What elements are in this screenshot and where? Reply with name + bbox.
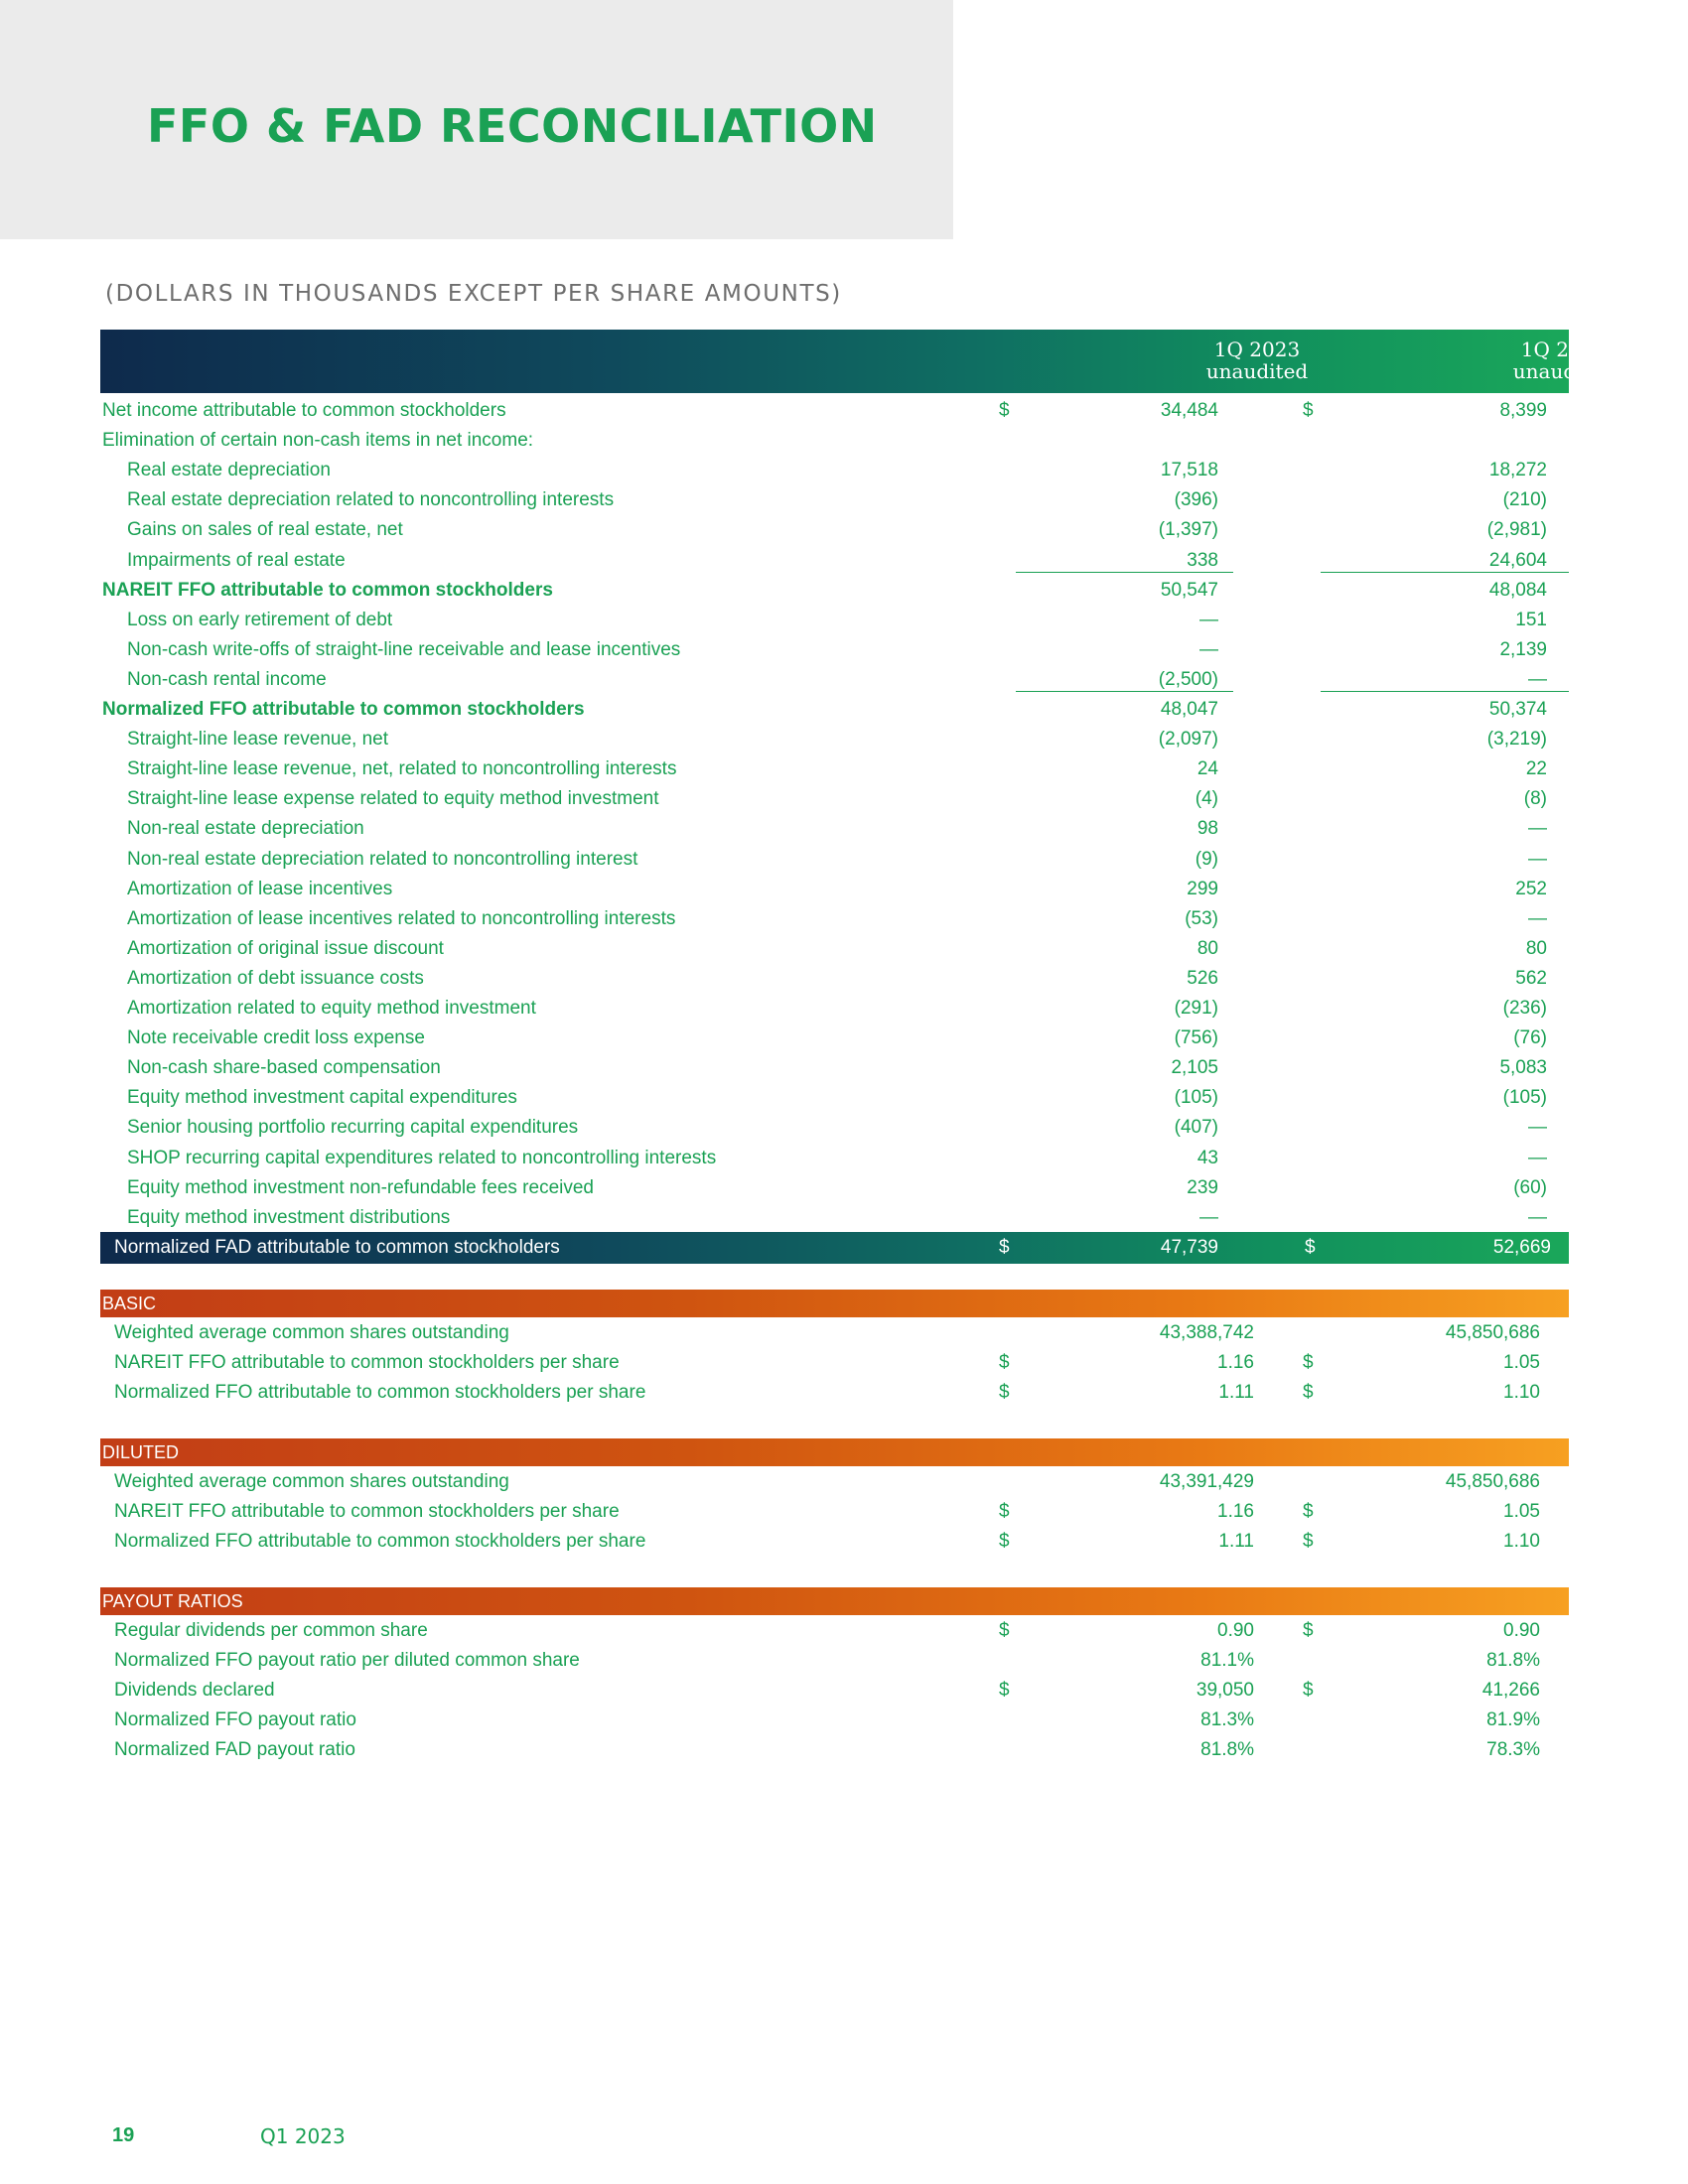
value-1q2023: 526	[1187, 968, 1218, 989]
footer-period: Q1 2023	[260, 2124, 346, 2148]
table-row	[100, 935, 1569, 963]
table-row	[100, 486, 1569, 514]
value-1q2022: 45,850,686	[1445, 1471, 1540, 1492]
value-1q2023: 50,547	[1160, 580, 1218, 601]
column-period: 1Q 2023	[1213, 338, 1301, 361]
row-label: Non-cash rental income	[127, 669, 327, 690]
table-row	[100, 1736, 1569, 1764]
table-row	[100, 905, 1569, 933]
row-label: NAREIT FFO attributable to common stockholders per share	[114, 1501, 620, 1522]
value-1q2023: (53)	[1185, 908, 1218, 929]
value-1q2023: 1.16	[1217, 1352, 1254, 1373]
value-1q2022: —	[1528, 849, 1547, 870]
table-row	[100, 1468, 1569, 1496]
value-1q2022: —	[1528, 908, 1547, 929]
table-row	[100, 1349, 1569, 1377]
value-1q2022: 52,669	[1492, 1237, 1551, 1258]
row-label: Normalized FAD payout ratio	[114, 1739, 355, 1760]
value-1q2023: (291)	[1174, 998, 1218, 1019]
subtotal-rule	[1321, 691, 1569, 692]
value-1q2023: 299	[1187, 879, 1218, 899]
row-label: SHOP recurring capital expenditures related to noncontrolling interests	[127, 1148, 717, 1168]
value-1q2022: 1.05	[1503, 1352, 1540, 1373]
dollar-sign: $	[999, 400, 1010, 421]
table-row	[100, 1528, 1569, 1556]
value-1q2023: (2,500)	[1158, 669, 1218, 690]
subtotal-rule	[1016, 691, 1233, 692]
value-1q2022: 48,084	[1488, 580, 1547, 601]
section-header	[100, 1438, 1569, 1466]
value-1q2023: (2,097)	[1158, 729, 1218, 750]
value-1q2022: 41,266	[1481, 1680, 1540, 1701]
table-row	[100, 1498, 1569, 1526]
section-title: BASIC	[102, 1294, 157, 1313]
value-1q2023: 47,739	[1160, 1237, 1218, 1258]
row-label: Real estate depreciation related to noncontrolling interests	[127, 489, 615, 510]
value-1q2022: —	[1528, 1207, 1547, 1228]
table-row	[100, 636, 1569, 664]
value-1q2023: 34,484	[1160, 400, 1218, 421]
row-label: Equity method investment distributions	[127, 1207, 451, 1228]
table-row	[100, 607, 1569, 634]
fad-total-row	[100, 1232, 1569, 1264]
value-1q2023: 48,047	[1160, 699, 1218, 720]
section-header	[100, 1290, 1569, 1317]
value-1q2022: 562	[1515, 968, 1547, 989]
value-1q2022: —	[1528, 1117, 1547, 1138]
row-label: Straight-line lease revenue, net	[127, 729, 388, 750]
dollar-sign: $	[999, 1620, 1010, 1641]
value-1q2022: 18,272	[1488, 460, 1547, 480]
table-row	[100, 516, 1569, 544]
section-header	[100, 1587, 1569, 1615]
table-row	[100, 726, 1569, 753]
dollar-sign: $	[1303, 1382, 1314, 1403]
dollar-sign: $	[999, 1501, 1010, 1522]
value-1q2023: —	[1199, 639, 1218, 660]
value-1q2022: 24,604	[1488, 550, 1547, 571]
column-note: unaudited	[1205, 359, 1309, 383]
row-label: Normalized FFO attributable to common stockholders per share	[114, 1531, 646, 1552]
value-1q2023: (105)	[1174, 1087, 1218, 1108]
table-header	[100, 330, 1616, 393]
value-1q2023: —	[1199, 1207, 1218, 1228]
value-1q2023: 338	[1187, 550, 1218, 571]
value-1q2022: (236)	[1502, 998, 1547, 1019]
value-1q2023: 2,105	[1171, 1057, 1218, 1078]
row-label: Amortization of debt issuance costs	[127, 968, 424, 989]
table-row	[100, 397, 1569, 425]
value-1q2022: —	[1528, 1148, 1547, 1168]
dollar-sign: $	[1303, 1501, 1314, 1522]
table-row	[100, 1054, 1569, 1082]
table-row	[100, 1647, 1569, 1675]
value-1q2022: —	[1528, 818, 1547, 839]
value-1q2023: (9)	[1195, 849, 1218, 870]
page-number: 19	[112, 2124, 135, 2146]
value-1q2022: 5,083	[1499, 1057, 1547, 1078]
value-1q2023: —	[1199, 610, 1218, 630]
table-row	[100, 457, 1569, 484]
table-row	[100, 1379, 1569, 1407]
table-row	[100, 785, 1569, 813]
column-period: 1Q 2022	[1520, 338, 1608, 361]
value-1q2023: 39,050	[1196, 1680, 1254, 1701]
column-note: unaudited	[1512, 359, 1616, 383]
value-1q2022: 78.3%	[1486, 1739, 1540, 1760]
value-1q2022: 81.9%	[1486, 1709, 1540, 1730]
subtotal-rule	[1321, 572, 1569, 573]
value-1q2023: 239	[1187, 1177, 1218, 1198]
row-label: Normalized FFO payout ratio	[114, 1709, 356, 1730]
row-label: NAREIT FFO attributable to common stockholders per share	[114, 1352, 620, 1373]
table-row	[100, 1145, 1569, 1172]
row-label: Amortization of lease incentives related to noncontrolling interests	[127, 908, 676, 929]
subtotal-rule	[1016, 572, 1233, 573]
row-label: Net income attributable to common stockholders	[102, 400, 506, 421]
value-1q2022: 0.90	[1503, 1620, 1540, 1641]
value-1q2023: 81.8%	[1200, 1739, 1254, 1760]
page-subtitle: (DOLLARS IN THOUSANDS EXCEPT PER SHARE AMOUNTS)	[105, 281, 842, 307]
value-1q2023: (1,397)	[1158, 519, 1218, 540]
page-title: FFO & FAD RECONCILIATION	[147, 99, 878, 153]
dollar-sign: $	[1303, 1531, 1314, 1552]
table-row	[100, 755, 1569, 783]
table-row	[100, 696, 1569, 724]
row-label: Normalized FFO payout ratio per diluted common share	[114, 1650, 580, 1671]
table-row	[100, 1084, 1569, 1112]
value-1q2022: (60)	[1513, 1177, 1547, 1198]
dollar-sign: $	[999, 1531, 1010, 1552]
value-1q2022: 151	[1515, 610, 1547, 630]
row-label: Non-cash share-based compensation	[127, 1057, 441, 1078]
table-row	[100, 1114, 1569, 1142]
value-1q2022: 1.10	[1503, 1531, 1540, 1552]
title-block	[0, 0, 953, 239]
value-1q2023: 43	[1196, 1148, 1218, 1168]
table-row	[100, 666, 1569, 694]
row-label: Straight-line lease expense related to equity method investment	[127, 788, 659, 809]
value-1q2022: (2,981)	[1486, 519, 1547, 540]
value-1q2022: 45,850,686	[1445, 1322, 1540, 1343]
table-row	[100, 1677, 1569, 1705]
value-1q2022: 22	[1525, 758, 1547, 779]
row-label: Senior housing portfolio recurring capital expenditures	[127, 1117, 579, 1138]
value-1q2023: 80	[1196, 938, 1218, 959]
table-row	[100, 815, 1569, 843]
table-row	[100, 1174, 1569, 1202]
row-label: Elimination of certain non-cash items in net income:	[102, 430, 534, 451]
value-1q2022: (76)	[1513, 1027, 1547, 1048]
dollar-sign: $	[1303, 1680, 1314, 1701]
table-row	[100, 1617, 1569, 1645]
row-label: Non-real estate depreciation	[127, 818, 364, 839]
table-row	[100, 577, 1569, 605]
row-label: Gains on sales of real estate, net	[127, 519, 403, 540]
value-1q2022: 80	[1525, 938, 1547, 959]
column-header-1q2022	[1465, 339, 1663, 382]
value-1q2023: 81.1%	[1200, 1650, 1254, 1671]
value-1q2022: 8,399	[1499, 400, 1547, 421]
value-1q2022: (8)	[1523, 788, 1547, 809]
row-label: NAREIT FFO attributable to common stockholders	[102, 580, 553, 601]
value-1q2022: 2,139	[1499, 639, 1547, 660]
value-1q2022: (210)	[1502, 489, 1547, 510]
value-1q2023: (4)	[1195, 788, 1218, 809]
row-label: Equity method investment capital expenditures	[127, 1087, 517, 1108]
row-label: Non-cash write-offs of straight-line receivable and lease incentives	[127, 639, 681, 660]
value-1q2022: 1.10	[1503, 1382, 1540, 1403]
dollar-sign: $	[1303, 1352, 1314, 1373]
column-header-1q2023	[1158, 339, 1356, 382]
table-row	[100, 427, 1569, 455]
value-1q2023: (396)	[1174, 489, 1218, 510]
value-1q2023: 81.3%	[1200, 1709, 1254, 1730]
row-label: Dividends declared	[114, 1680, 275, 1701]
dollar-sign: $	[999, 1352, 1010, 1373]
dollar-sign: $	[1303, 400, 1314, 421]
dollar-sign: $	[1305, 1237, 1316, 1258]
row-label: Amortization of lease incentives	[127, 879, 393, 899]
row-label: Regular dividends per common share	[114, 1620, 428, 1641]
table-row	[100, 1706, 1569, 1734]
row-label: Amortization of original issue discount	[127, 938, 444, 959]
value-1q2022: 1.05	[1503, 1501, 1540, 1522]
dollar-sign: $	[999, 1237, 1010, 1258]
table-row	[100, 995, 1569, 1023]
table-row	[100, 965, 1569, 993]
dollar-sign: $	[1303, 1620, 1314, 1641]
value-1q2023: 98	[1196, 818, 1218, 839]
table-row	[100, 846, 1569, 874]
value-1q2022: 252	[1515, 879, 1547, 899]
value-1q2023: 17,518	[1160, 460, 1218, 480]
table-row	[100, 876, 1569, 903]
row-label: Loss on early retirement of debt	[127, 610, 393, 630]
value-1q2022: 50,374	[1488, 699, 1547, 720]
value-1q2023: (407)	[1174, 1117, 1218, 1138]
section-title: PAYOUT RATIOS	[102, 1591, 243, 1611]
value-1q2022: 81.8%	[1486, 1650, 1540, 1671]
value-1q2023: (756)	[1174, 1027, 1218, 1048]
row-label: Normalized FFO attributable to common stockholders per share	[114, 1382, 646, 1403]
row-label: Equity method investment non-refundable fees received	[127, 1177, 594, 1198]
row-label: Amortization related to equity method investment	[127, 998, 536, 1019]
value-1q2023: 1.16	[1217, 1501, 1254, 1522]
section-title: DILUTED	[102, 1442, 180, 1462]
value-1q2022: (105)	[1502, 1087, 1547, 1108]
value-1q2023: 43,391,429	[1159, 1471, 1254, 1492]
dollar-sign: $	[999, 1680, 1010, 1701]
table-row	[100, 547, 1569, 575]
value-1q2022: (3,219)	[1486, 729, 1547, 750]
row-label: Weighted average common shares outstanding	[114, 1471, 509, 1492]
value-1q2023: 1.11	[1218, 1382, 1254, 1403]
value-1q2023: 0.90	[1217, 1620, 1254, 1641]
row-label: Non-real estate depreciation related to noncontrolling interest	[127, 849, 638, 870]
row-label: Real estate depreciation	[127, 460, 331, 480]
row-label: Note receivable credit loss expense	[127, 1027, 425, 1048]
row-label: Impairments of real estate	[127, 550, 346, 571]
row-label: Weighted average common shares outstanding	[114, 1322, 509, 1343]
table-row	[100, 1204, 1569, 1232]
value-1q2022: —	[1528, 669, 1547, 690]
table-row	[100, 1024, 1569, 1052]
row-label: Straight-line lease revenue, net, related to noncontrolling interests	[127, 758, 677, 779]
dollar-sign: $	[999, 1382, 1010, 1403]
row-label: Normalized FAD attributable to common stockholders	[114, 1237, 560, 1258]
table-row	[100, 1319, 1569, 1347]
value-1q2023: 43,388,742	[1159, 1322, 1254, 1343]
value-1q2023: 1.11	[1218, 1531, 1254, 1552]
row-label: Normalized FFO attributable to common stockholders	[102, 699, 585, 720]
value-1q2023: 24	[1196, 758, 1218, 779]
